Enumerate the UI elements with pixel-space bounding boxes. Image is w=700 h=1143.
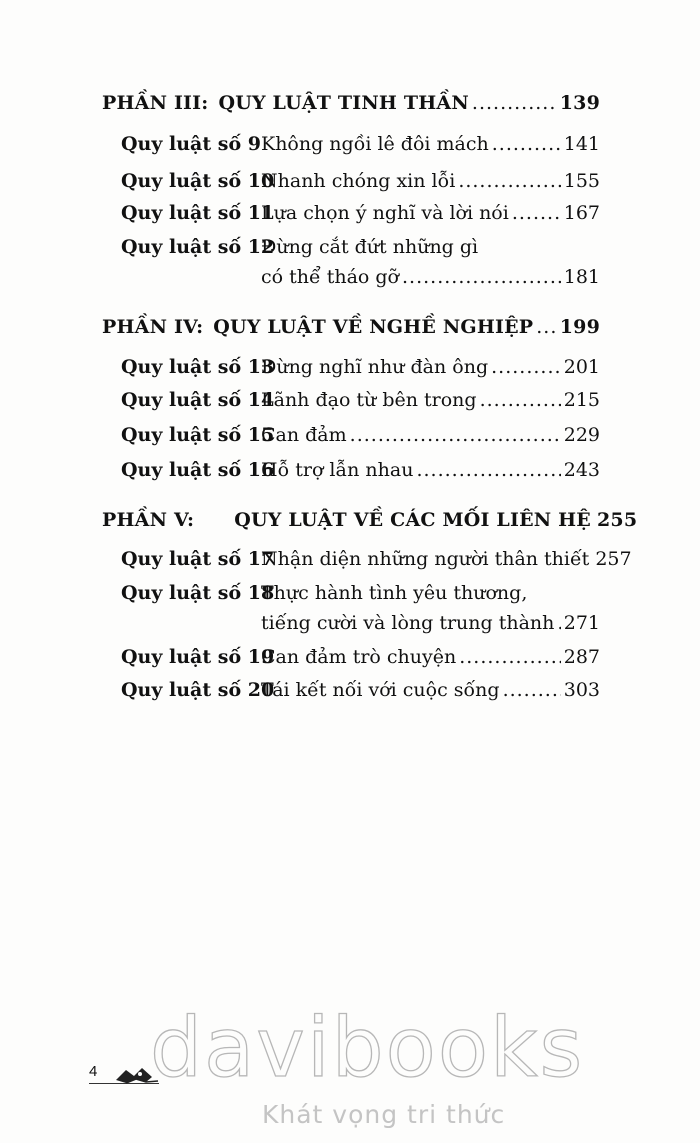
dot-leader (472, 92, 557, 114)
dot-leader (458, 170, 560, 192)
rule-number: Quy luật số 16 (121, 459, 275, 481)
toc-entry (121, 424, 600, 446)
dot-leader (491, 356, 561, 378)
rule-number: Quy luật số 13 (121, 356, 275, 378)
toc-entry (121, 170, 600, 192)
toc-entry-continuation (261, 612, 600, 634)
rule-number: Quy luật số 9 (121, 133, 261, 155)
part-heading (102, 509, 638, 531)
entry-page-number: 243 (563, 459, 600, 481)
rule-number: Quy luật số 11 (121, 202, 275, 224)
entry-page-number: 287 (563, 646, 600, 668)
rule-number: Quy luật số 10 (121, 170, 275, 192)
rule-number: Quy luật số 18 (121, 582, 275, 604)
toc-entry-continuation (261, 266, 600, 288)
page-number: 4 (89, 1063, 98, 1080)
rule-number: Quy luật số 14 (121, 389, 275, 411)
toc-entry (121, 679, 600, 701)
toc-entry (121, 548, 632, 570)
entry-page-number: 271 (563, 612, 600, 634)
entry-title-continued: có thể tháo gỡ (261, 266, 400, 288)
toc-entry (121, 133, 600, 155)
entry-page-number: 215 (563, 389, 600, 411)
dot-leader (416, 459, 560, 481)
toc-entry (121, 202, 600, 224)
dot-leader (350, 424, 561, 446)
entry-page-number: 167 (563, 202, 600, 224)
part-label: PHẦN III: (102, 92, 209, 114)
rule-number: Quy luật số 19 (121, 646, 275, 668)
dot-leader (492, 133, 561, 155)
part-heading (102, 316, 600, 338)
entry-title: Thực hành tình yêu thương, (261, 582, 528, 604)
entry-title: Đừng cắt đứt những gì (261, 236, 479, 258)
part-page-number: 199 (559, 316, 600, 338)
dot-leader (536, 316, 556, 338)
dot-leader (512, 202, 561, 224)
entry-title: Lãnh đạo từ bên trong (261, 389, 477, 411)
entry-title: Hỗ trợ lẫn nhau (261, 459, 414, 481)
entry-page-number: 201 (563, 356, 600, 378)
entry-title: Nhanh chóng xin lỗi (261, 170, 456, 192)
dot-leader (480, 389, 561, 411)
dot-leader (557, 612, 560, 634)
entry-title: Nhận diện những người thân thiết (261, 548, 590, 570)
toc-entry (121, 459, 600, 481)
toc-entry (121, 582, 600, 604)
dot-leader (402, 266, 561, 288)
part-title: QUY LUẬT VỀ NGHỀ NGHIỆP (213, 316, 534, 338)
part-heading (102, 92, 600, 114)
part-label: PHẦN V: (102, 509, 195, 531)
entry-title: Không ngồi lê đôi mách (261, 133, 489, 155)
rule-number: Quy luật số 12 (121, 236, 275, 258)
entry-title: Can đảm trò chuyện (261, 646, 457, 668)
entry-title: Lựa chọn ý nghĩ và lời nói (261, 202, 509, 224)
toc-entry (121, 356, 600, 378)
watermark-tagline: Khát vọng tri thức (262, 1100, 506, 1129)
dot-leader (459, 646, 561, 668)
part-label: PHẦN IV: (102, 316, 204, 338)
part-page-number: 255 (596, 509, 638, 531)
entry-page-number: 141 (563, 133, 600, 155)
entry-title: Đừng nghĩ như đàn ông (261, 356, 489, 378)
toc-entry (121, 389, 600, 411)
entry-title: Can đảm (261, 424, 347, 446)
entry-page-number: 155 (563, 170, 600, 192)
part-page-number: 139 (559, 92, 600, 114)
entry-page-number: 257 (595, 548, 632, 570)
entry-page-number: 303 (563, 679, 600, 701)
entry-page-number: 181 (563, 266, 600, 288)
part-title: QUY LUẬT TINH THẦN (218, 92, 469, 114)
dot-leader (503, 679, 561, 701)
toc-entry (121, 646, 600, 668)
entry-title-continued: tiếng cười và lòng trung thành (261, 612, 555, 634)
part-title: QUY LUẬT VỀ CÁC MỐI LIÊN HỆ (234, 509, 591, 531)
watermark-logo: davibooks (150, 1001, 585, 1096)
rule-number: Quy luật số 20 (121, 679, 275, 701)
entry-page-number: 229 (563, 424, 600, 446)
entry-title: Tái kết nối với cuộc sống (261, 679, 500, 701)
toc-entry (121, 236, 600, 258)
rule-number: Quy luật số 15 (121, 424, 275, 446)
rule-number: Quy luật số 17 (121, 548, 275, 570)
